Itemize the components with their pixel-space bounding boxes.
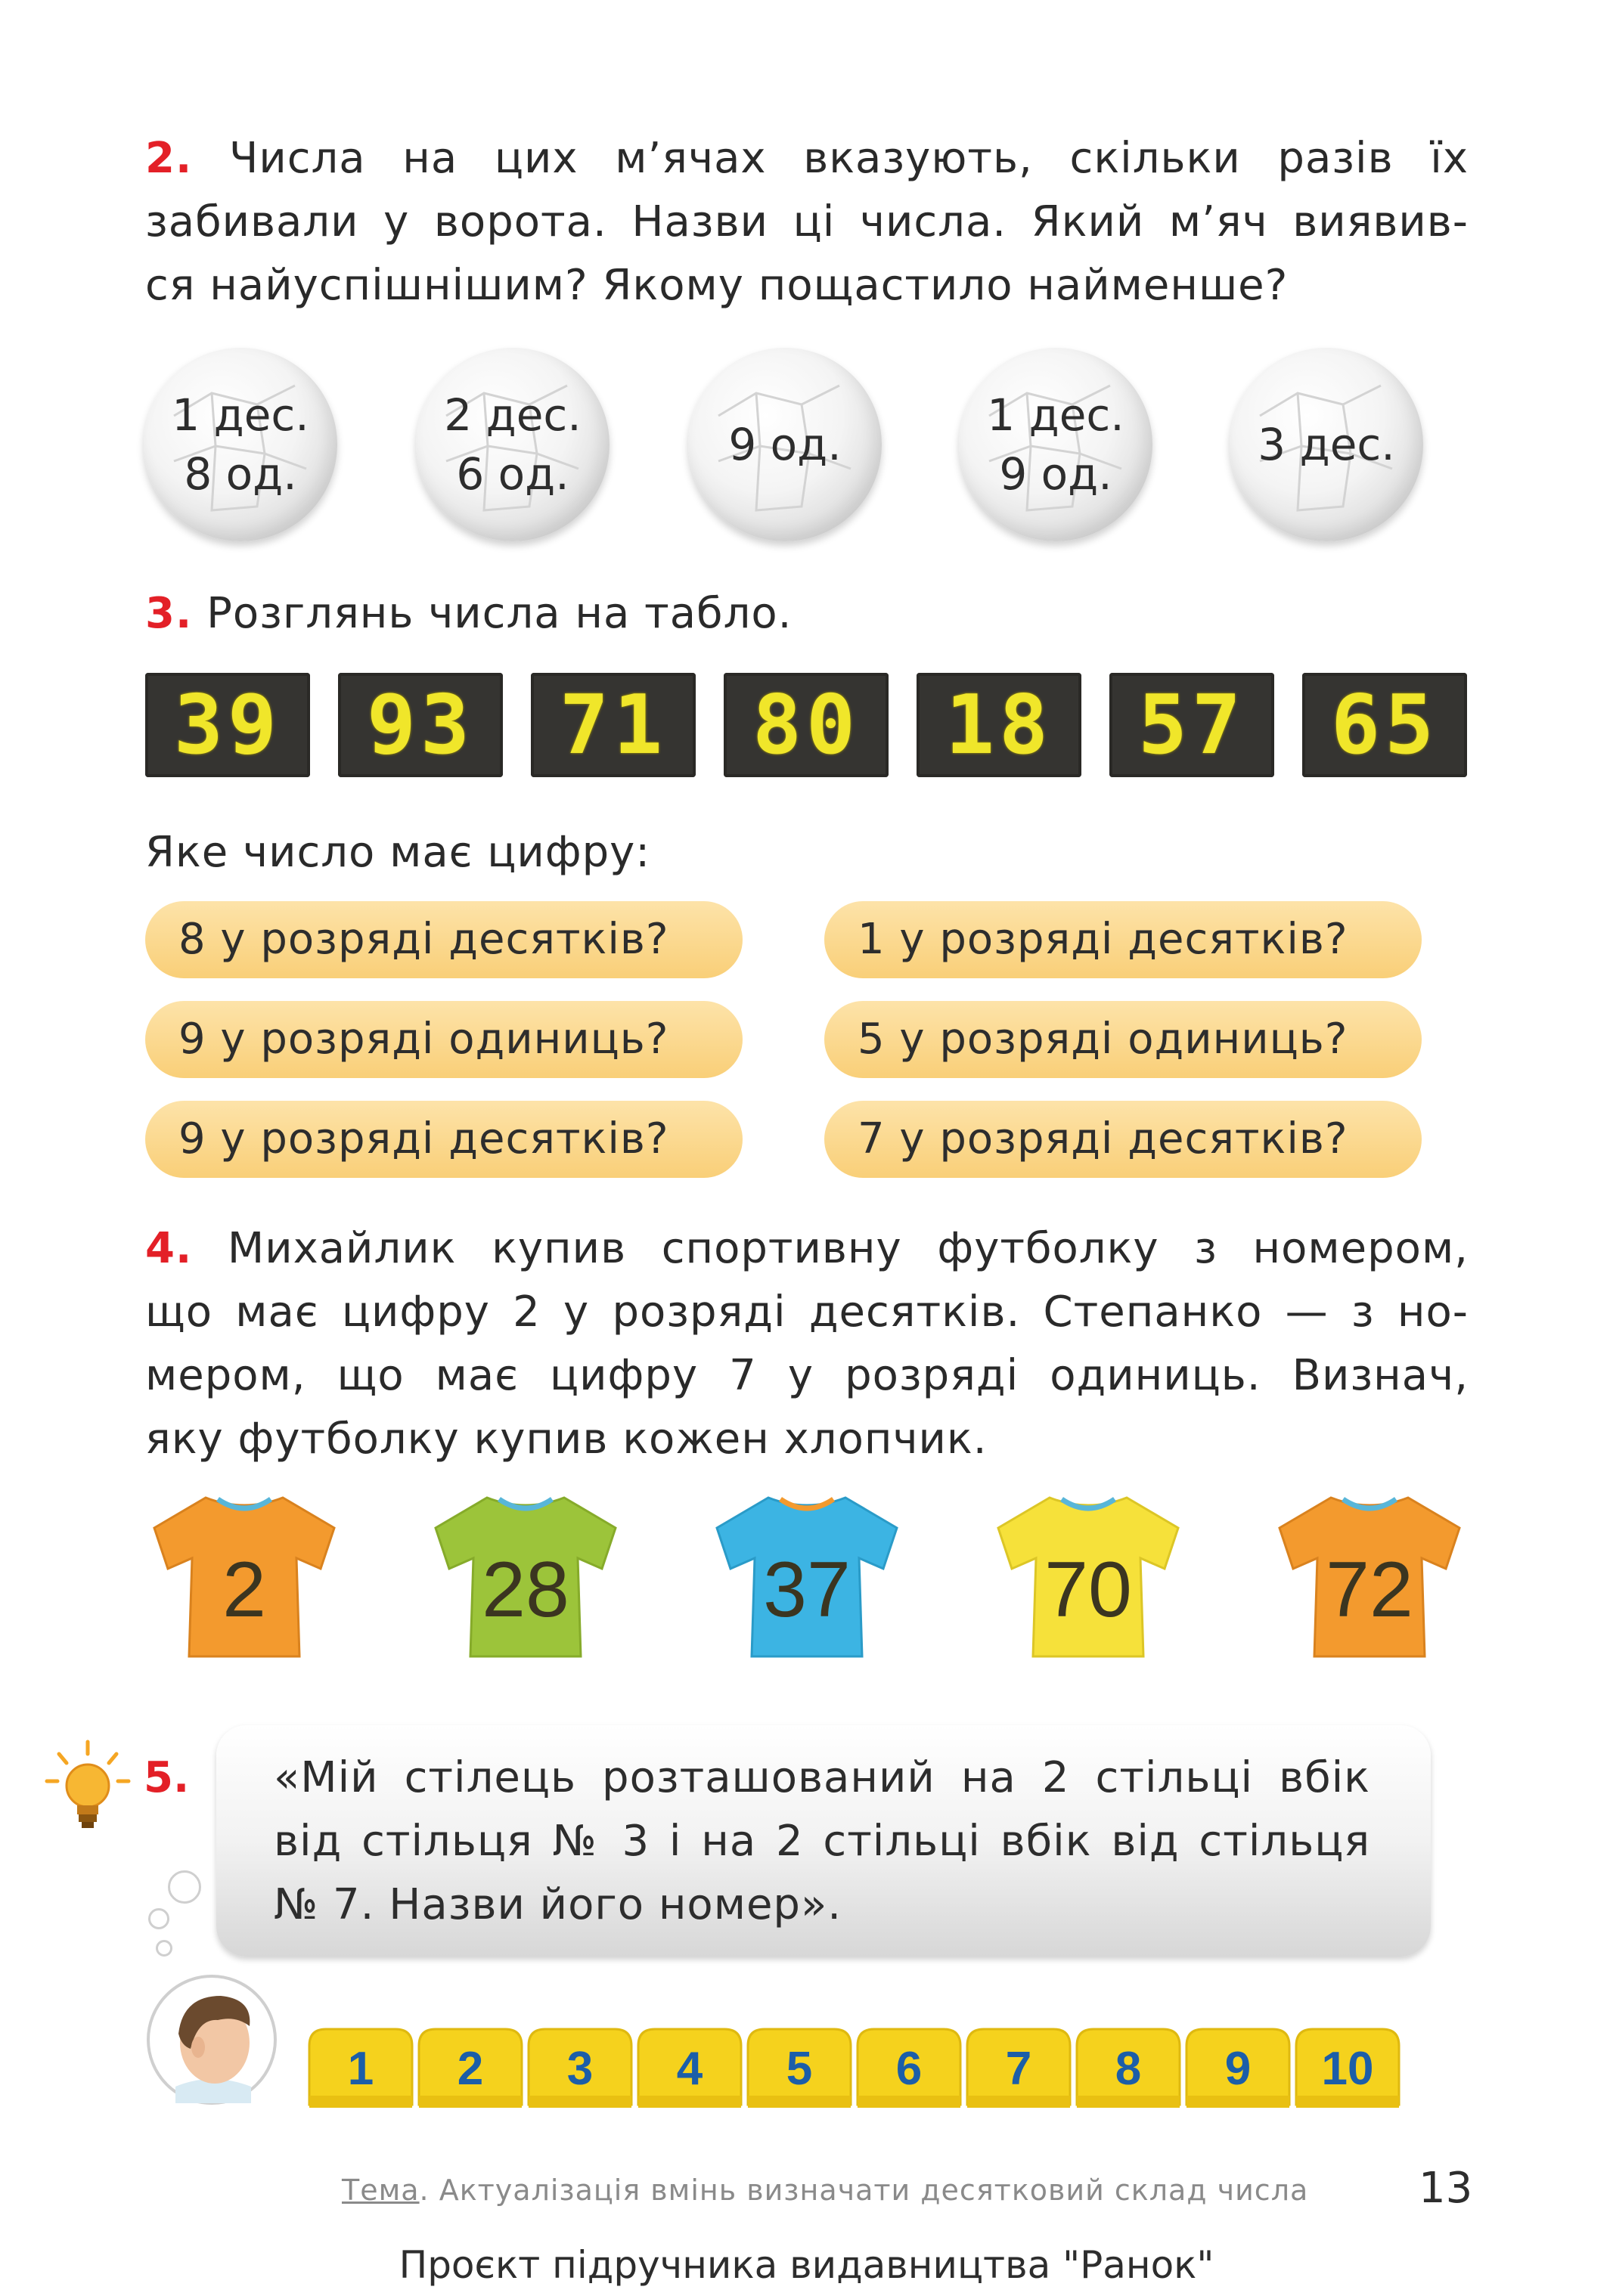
t-shirt-4 xyxy=(989,1493,1187,1661)
thought-circle-medium xyxy=(148,1908,169,1929)
t-shirt-5-number: 72 xyxy=(1326,1546,1413,1634)
task-2-line-1: Числа на цих м’ячах вказують, скільки разів їх xyxy=(228,134,1469,183)
lightbulb-icon xyxy=(42,1739,133,1852)
task-2-line-3: ся найуспішнішим? Якому пощастило найменше? xyxy=(145,261,1289,310)
chair-7-number: 7 xyxy=(1005,2043,1032,2095)
chair-10 xyxy=(1293,2026,1402,2111)
task-5-text xyxy=(274,1746,1370,1937)
chair-4-number: 4 xyxy=(676,2043,703,2095)
task-3-question xyxy=(145,821,1469,885)
task-3-question-text: Яке число має цифру: xyxy=(145,828,651,877)
chair-10-number: 10 xyxy=(1321,2043,1374,2095)
ball-1 xyxy=(144,348,337,541)
project-caption: Проєкт підручника видавництва "Ранок" xyxy=(399,2243,1214,2287)
ball-2-units: 6 од. xyxy=(456,448,569,500)
option-right-3: 7 у розряді десятків? xyxy=(824,1101,1422,1178)
scoreboard-2: 93 xyxy=(338,673,503,777)
chair-8 xyxy=(1074,2026,1183,2111)
chair-3-number: 3 xyxy=(566,2043,594,2095)
option-right-1: 1 у розряді десятків? xyxy=(824,901,1422,978)
ball-1-units: 8 од. xyxy=(184,448,297,500)
ball-3 xyxy=(688,348,882,541)
chair-5-number: 5 xyxy=(786,2043,813,2095)
chair-4 xyxy=(635,2026,744,2111)
chair-2 xyxy=(416,2026,525,2111)
task-3-number: 3. xyxy=(145,589,193,638)
option-left-2: 9 у розряді одиниць? xyxy=(145,1001,743,1078)
thought-circle-large xyxy=(168,1870,201,1904)
ball-4 xyxy=(959,348,1152,541)
chair-3 xyxy=(526,2026,634,2111)
task-4-text xyxy=(145,1217,1469,1471)
task-5-line-3: № 7. Назви його номер». xyxy=(274,1880,842,1929)
ball-2 xyxy=(416,348,610,541)
ball-4-units: 9 од. xyxy=(999,448,1112,500)
task-4-line-1: Михайлик купив спортивну футболку з номером, xyxy=(227,1224,1469,1273)
task-5-number: 5. xyxy=(144,1753,190,1802)
t-shirt-4-number: 70 xyxy=(1044,1546,1132,1634)
t-shirt-2 xyxy=(427,1493,625,1661)
chair-1-number: 1 xyxy=(347,2043,374,2095)
t-shirt-3 xyxy=(708,1493,906,1661)
task-4-line-4: яку футболку купив кожен хлопчик. xyxy=(145,1414,988,1464)
t-shirt-5 xyxy=(1270,1493,1469,1661)
chair-2-number: 2 xyxy=(457,2043,484,2095)
chair-9 xyxy=(1183,2026,1292,2111)
task-3-line: Розглянь числа на табло. xyxy=(206,589,793,638)
scoreboard-4: 80 xyxy=(724,673,889,777)
thought-circle-small xyxy=(156,1940,172,1957)
task-2-text xyxy=(145,127,1469,318)
ball-4-tens: 1 дес. xyxy=(987,389,1124,441)
t-shirt-1 xyxy=(145,1493,343,1661)
chair-1 xyxy=(306,2026,415,2111)
boy-avatar xyxy=(145,1973,278,2106)
chair-8-number: 8 xyxy=(1115,2043,1142,2095)
task-4-number: 4. xyxy=(145,1224,193,1273)
task-5-line-2: від стільця № 3 і на 2 стільці вбік від стільця xyxy=(274,1817,1370,1866)
task-4-line-3: мером, що має цифру 7 у розряді одиниць. Визнач, xyxy=(145,1351,1469,1400)
footer-topic xyxy=(342,2171,1308,2209)
chair-9-number: 9 xyxy=(1224,2043,1252,2095)
ball-2-tens: 2 дес. xyxy=(444,389,582,441)
task-4-line-2: що має цифру 2 у розряді десятків. Степанко — з но- xyxy=(145,1287,1469,1337)
scoreboard-3: 71 xyxy=(531,673,696,777)
chair-7 xyxy=(964,2026,1073,2111)
chair-6-number: 6 xyxy=(895,2043,923,2095)
option-right-2: 5 у розряді одиниць? xyxy=(824,1001,1422,1078)
option-left-3: 9 у розряді десятків? xyxy=(145,1101,743,1178)
t-shirt-3-number: 37 xyxy=(763,1546,851,1634)
ball-5-tens: 3 дес. xyxy=(1258,419,1395,470)
chair-6 xyxy=(855,2026,963,2111)
chair-5 xyxy=(745,2026,854,2111)
page-number: 13 xyxy=(1419,2164,1473,2213)
t-shirt-2-number: 28 xyxy=(482,1546,569,1634)
scoreboard-5: 18 xyxy=(917,673,1081,777)
scoreboard-1: 39 xyxy=(145,673,310,777)
scoreboard-7: 65 xyxy=(1302,673,1467,777)
topic-label: Тема xyxy=(342,2174,420,2207)
option-left-1: 8 у розряді десятків? xyxy=(145,901,743,978)
topic-text: . Актуалізація вмінь визначати десятковий склад числа xyxy=(419,2174,1309,2207)
t-shirt-1-number: 2 xyxy=(222,1546,266,1634)
ball-3-units: 9 од. xyxy=(728,419,842,470)
task-2-line-2: забивали у ворота. Назви ці числа. Який м’яч виявив- xyxy=(145,197,1469,246)
ball-1-tens: 1 дес. xyxy=(172,389,309,441)
task-5-line-1: «Мій стілець розташований на 2 стільці вбік xyxy=(274,1753,1370,1802)
task-2-number: 2. xyxy=(145,134,193,183)
task-3-text xyxy=(145,582,1469,646)
scoreboard-6: 57 xyxy=(1109,673,1274,777)
ball-5 xyxy=(1230,348,1423,541)
